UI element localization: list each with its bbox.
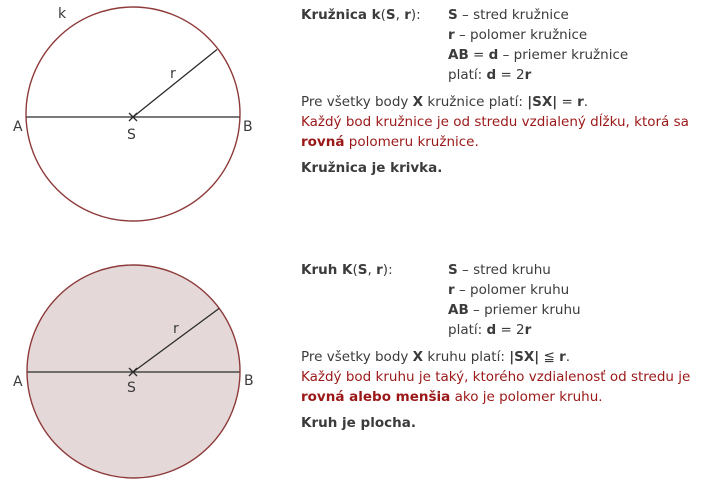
definition-title: Kružnica k(S, r): [301, 7, 421, 23]
definition-item-ab: AB – priemer kruhu [448, 302, 581, 318]
explanation-line: Každý bod kruhu je taký, ktorého vzdialenosť od stredu je [301, 369, 691, 385]
definition-item-d: platí: d = 2r [448, 67, 532, 83]
definition-item-r: r – polomer kružnice [448, 27, 588, 43]
kruh-text-section [301, 260, 707, 433]
label-s: S [127, 380, 136, 396]
definition-item-d: platí: d = 2r [448, 322, 532, 338]
definition-item-r: r – polomer kruhu [448, 282, 570, 298]
property-statement: Pre všetky body X kružnice platí: |SX| = r. [301, 94, 589, 110]
term: Kruh K [301, 262, 353, 278]
definition-title: Kruh K(S, r): [301, 262, 393, 278]
definition-item-s: S – stred kruhu [448, 262, 551, 278]
label-k: k [58, 6, 67, 22]
kruznica-text-section [301, 5, 707, 178]
label-r: r [170, 66, 176, 82]
explanation-paragraph [301, 112, 707, 152]
definition-list [448, 260, 707, 340]
definition-item-s: S – stred kružnice [448, 7, 569, 23]
definition-block [301, 260, 707, 340]
explanation-line: rovná alebo menšia ako je polomer kruhu. [301, 389, 603, 405]
explanation-line: rovná polomeru kružnice. [301, 134, 479, 150]
definition-item-ab: AB = d – priemer kružnice [448, 47, 629, 63]
definition-list [448, 5, 707, 85]
label-a: A [13, 374, 23, 390]
kruh-diagram [0, 245, 300, 489]
radius-line [133, 50, 217, 118]
label-b: B [243, 119, 253, 135]
term: Kružnica k [301, 7, 381, 23]
circle-outline [26, 7, 240, 221]
property-statement: Pre všetky body X kruhu platí: |SX| ≦ r. [301, 349, 571, 365]
label-b: B [244, 373, 254, 389]
conclusion-statement: Kruh je plocha. [301, 415, 416, 431]
label-s: S [127, 127, 136, 143]
explanation-paragraph [301, 367, 707, 407]
definition-block [301, 5, 707, 85]
label-r: r [173, 321, 179, 337]
explanation-line: Každý bod kružnice je od stredu vzdialený dĺžku, ktorá sa [301, 114, 689, 130]
conclusion-statement: Kružnica je krivka. [301, 160, 443, 176]
kruznica-diagram [0, 0, 300, 245]
label-a: A [13, 119, 23, 135]
